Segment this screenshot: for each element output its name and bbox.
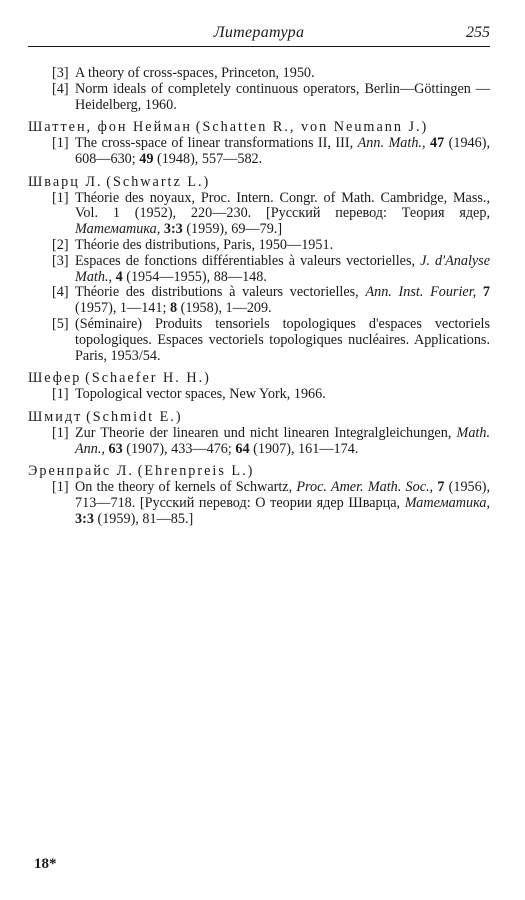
signature-mark: 18* <box>34 856 57 872</box>
reference-text: A theory of cross-spaces, Princeton, 1950. <box>75 65 315 81</box>
reference-text: Topological vector spaces, New York, 1966. <box>75 386 326 403</box>
reference-number: [4] <box>52 284 69 301</box>
reference-text: (1959), 81—85.] <box>93 510 194 527</box>
author-name-russian: Эренпрайс Л. <box>28 463 134 480</box>
reference-item <box>28 136 490 168</box>
author-line <box>28 464 490 480</box>
volume-number: 4 <box>112 268 123 285</box>
author-name-russian: Шаттен, фон Нейман <box>28 119 192 136</box>
volume-number: 64 <box>235 440 250 457</box>
reference-text: Espaces de fonctions différentiables à valeurs vectorielles, <box>75 252 421 269</box>
reference-number: [1] <box>52 479 69 496</box>
volume-number: 49 <box>139 150 154 167</box>
reference-number: [1] <box>52 386 69 403</box>
reference-text: (1957), 1—141; <box>75 300 170 317</box>
reference-number: [3] <box>52 65 69 81</box>
reference-number: [1] <box>52 189 69 206</box>
journal-name: Ann. Math., <box>357 135 426 152</box>
reference-number: [1] <box>52 135 69 152</box>
reference-text: (1956), 713—718. [Русский перевод: О теории ядер Шварца, <box>75 479 491 511</box>
reference-text: (Séminaire) Produits tensoriels topologiques d'espaces vectoriels topologiques. Espaces vectoriels topologiques nucléaires. Applications. Paris, 1953/54. <box>75 315 490 364</box>
reference-item <box>28 480 490 527</box>
author-line <box>28 120 490 136</box>
reference-text: Théorie des noyaux, Proc. Intern. Congr. of Math. Cambridge, Mass., Vol. 1 (1952), 220—230. [Русский перевод: Теория ядер, <box>75 189 490 222</box>
reference-text: (1948), 557—582. <box>153 150 263 167</box>
running-head <box>28 22 490 46</box>
reference-text: Théorie des distributions, Paris, 1950—1951. <box>75 236 334 253</box>
reference-text: On the theory of kernels of Schwartz, <box>75 479 297 496</box>
reference-text: (1954—1955), 88—148. <box>122 268 267 285</box>
author-name-latin: (Schaefer H. H.) <box>85 370 211 387</box>
author-line <box>28 371 490 387</box>
author-line <box>28 175 490 191</box>
reference-number: [3] <box>52 252 69 269</box>
reference-text: (1907), 433—476; <box>122 440 236 457</box>
reference-number: [1] <box>52 424 69 441</box>
author-name-russian: Шварц Л. <box>28 173 103 190</box>
bibliography-entry <box>28 175 490 365</box>
reference-text: Norm ideals of completely continuous operators, Berlin—Göttingen — Heidelberg, 1960. <box>75 80 490 113</box>
reference-text: Théorie des distributions à valeurs vectorielles, <box>75 284 366 301</box>
reference-item <box>28 254 490 286</box>
journal-name: J. d'Analyse Math., <box>75 252 491 285</box>
author-name-russian: Шмидт <box>28 408 83 425</box>
volume-number: 47 <box>425 135 445 152</box>
page-number: 255 <box>466 24 490 41</box>
volume-number: 7 <box>433 479 445 496</box>
bibliography-entry <box>28 464 490 527</box>
journal-name: Ann. Inst. Fourier, <box>365 284 477 301</box>
bibliography-list <box>28 66 490 535</box>
author-name-russian: Шефер <box>28 370 82 387</box>
reference-item <box>28 238 490 254</box>
volume-number: 8 <box>169 300 178 317</box>
reference-text: Zur Theorie der linearen und nicht linearen Integralgleichungen, <box>75 424 457 441</box>
bibliography-entry-continuation <box>28 66 490 113</box>
author-name-latin: (Schatten R., von Neumann J.) <box>195 119 429 136</box>
reference-item <box>28 317 490 364</box>
reference-text: The cross-space of linear transformations II, III, <box>75 135 358 152</box>
volume-number: 7 <box>476 284 491 301</box>
journal-name: Proc. Amer. Math. Soc., <box>296 479 434 496</box>
volume-number: 3:3 <box>75 510 94 527</box>
reference-text: (1959), 69—79.] <box>182 221 283 238</box>
reference-item <box>28 66 490 82</box>
journal-name: Math. Ann., <box>75 424 490 457</box>
bibliography-entry <box>28 371 490 403</box>
reference-number: [2] <box>52 236 69 253</box>
volume-number: 63 <box>104 440 123 457</box>
bibliography-entry <box>28 410 490 457</box>
running-title: Литература <box>213 24 305 41</box>
volume-number: 3:3 <box>160 221 183 238</box>
author-name-latin: (Ehrenpreis L.) <box>137 463 255 480</box>
journal-name: Математика, <box>75 221 161 238</box>
journal-name: Математика, <box>404 494 490 511</box>
reference-item <box>28 285 490 317</box>
bibliography-entry <box>28 120 490 167</box>
author-line <box>28 410 490 426</box>
author-name-latin: (Schwartz L.) <box>106 173 211 190</box>
reference-text: (1946), 608—630; <box>75 135 491 167</box>
reference-item <box>28 426 490 458</box>
reference-number: [4] <box>52 80 69 97</box>
reference-number: [5] <box>52 315 69 332</box>
reference-item <box>28 82 490 114</box>
header-rule <box>28 46 490 47</box>
author-name-latin: (Schmidt E.) <box>86 408 183 425</box>
reference-text: (1907), 161—174. <box>249 440 359 457</box>
reference-item <box>28 191 490 238</box>
reference-text: (1958), 1—209. <box>177 300 272 317</box>
reference-item <box>28 387 490 403</box>
